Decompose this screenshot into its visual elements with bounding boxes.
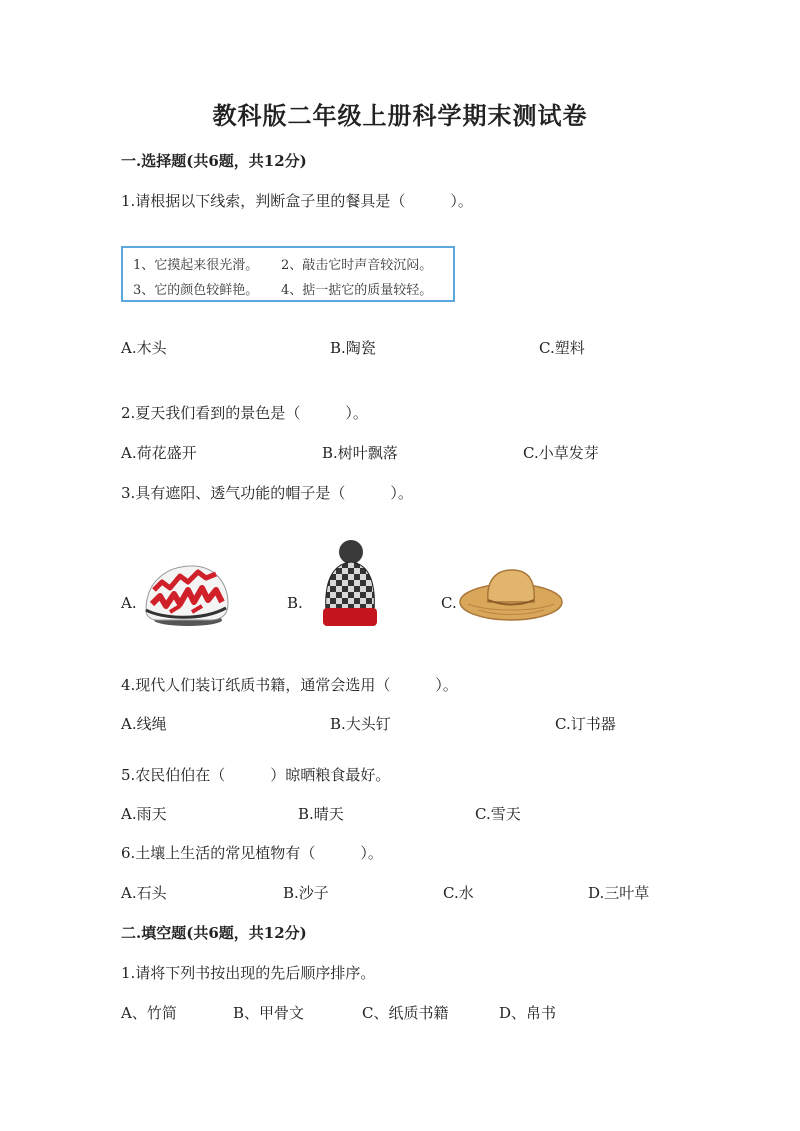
q4-option-a: A.线绳 xyxy=(121,715,167,733)
q5-option-c: C.雪天 xyxy=(475,805,521,823)
clue-box xyxy=(121,246,455,302)
q4-option-c: C.订书器 xyxy=(555,715,616,733)
clue-1: 1、它摸起来很光滑。 xyxy=(133,258,259,273)
q2-option-a: A.荷花盛开 xyxy=(121,444,197,462)
q2-option-c: C.小草发芽 xyxy=(523,444,599,462)
knit-beanie-image xyxy=(318,538,380,630)
question-4-stem: 4.现代人们装订纸质书籍，通常会选用（ ）。 xyxy=(121,676,458,694)
q5-option-b: B.晴天 xyxy=(298,805,344,823)
question-2-stem: 2.夏天我们看到的景色是（ ）。 xyxy=(121,404,368,422)
clue-2: 2、敲击它时声音较沉闷。 xyxy=(281,258,433,273)
section-heading-choice: 一.选择题(共6题，共12分) xyxy=(121,152,307,170)
q1-option-c: C.塑料 xyxy=(539,339,585,357)
clue-3: 3、它的颜色较鲜艳。 xyxy=(133,283,259,298)
q6-option-b: B.沙子 xyxy=(283,884,329,902)
q6-option-c: C.水 xyxy=(443,884,474,902)
f1-option-d: D、帛书 xyxy=(499,1004,557,1022)
q6-option-d: D.三叶草 xyxy=(588,884,650,902)
f1-option-b: B、甲骨文 xyxy=(233,1004,305,1022)
q4-option-b: B.大头钉 xyxy=(330,715,391,733)
q3-option-b: B. xyxy=(287,594,303,612)
q1-option-a: A.木头 xyxy=(121,339,167,357)
bicycle-helmet-image xyxy=(140,560,232,628)
f1-option-a: A、竹简 xyxy=(121,1004,177,1022)
q3-option-a: A. xyxy=(121,594,137,612)
section-heading-fill: 二.填空题(共6题，共12分) xyxy=(121,924,307,942)
f1-option-c: C、纸质书籍 xyxy=(362,1004,449,1022)
q3-option-c: C. xyxy=(441,594,457,612)
q5-option-a: A.雨天 xyxy=(121,805,167,823)
page-title: 教科版二年级上册科学期末测试卷 xyxy=(212,101,588,130)
question-3-stem: 3.具有遮阳、透气功能的帽子是（ ）。 xyxy=(121,484,413,502)
q1-option-b: B.陶瓷 xyxy=(330,339,376,357)
fill-1-stem: 1.请将下列书按出现的先后顺序排序。 xyxy=(121,964,376,982)
question-5-stem: 5.农民伯伯在（ ）晾晒粮食最好。 xyxy=(121,766,391,784)
straw-hat-image xyxy=(458,566,564,624)
clue-4: 4、掂一掂它的质量较轻。 xyxy=(281,283,433,298)
q2-option-b: B.树叶飘落 xyxy=(322,444,398,462)
question-6-stem: 6.土壤上生活的常见植物有（ ）。 xyxy=(121,844,383,862)
question-1-stem: 1.请根据以下线索，判断盒子里的餐具是（ ）。 xyxy=(121,192,473,210)
q6-option-a: A.石头 xyxy=(121,884,167,902)
